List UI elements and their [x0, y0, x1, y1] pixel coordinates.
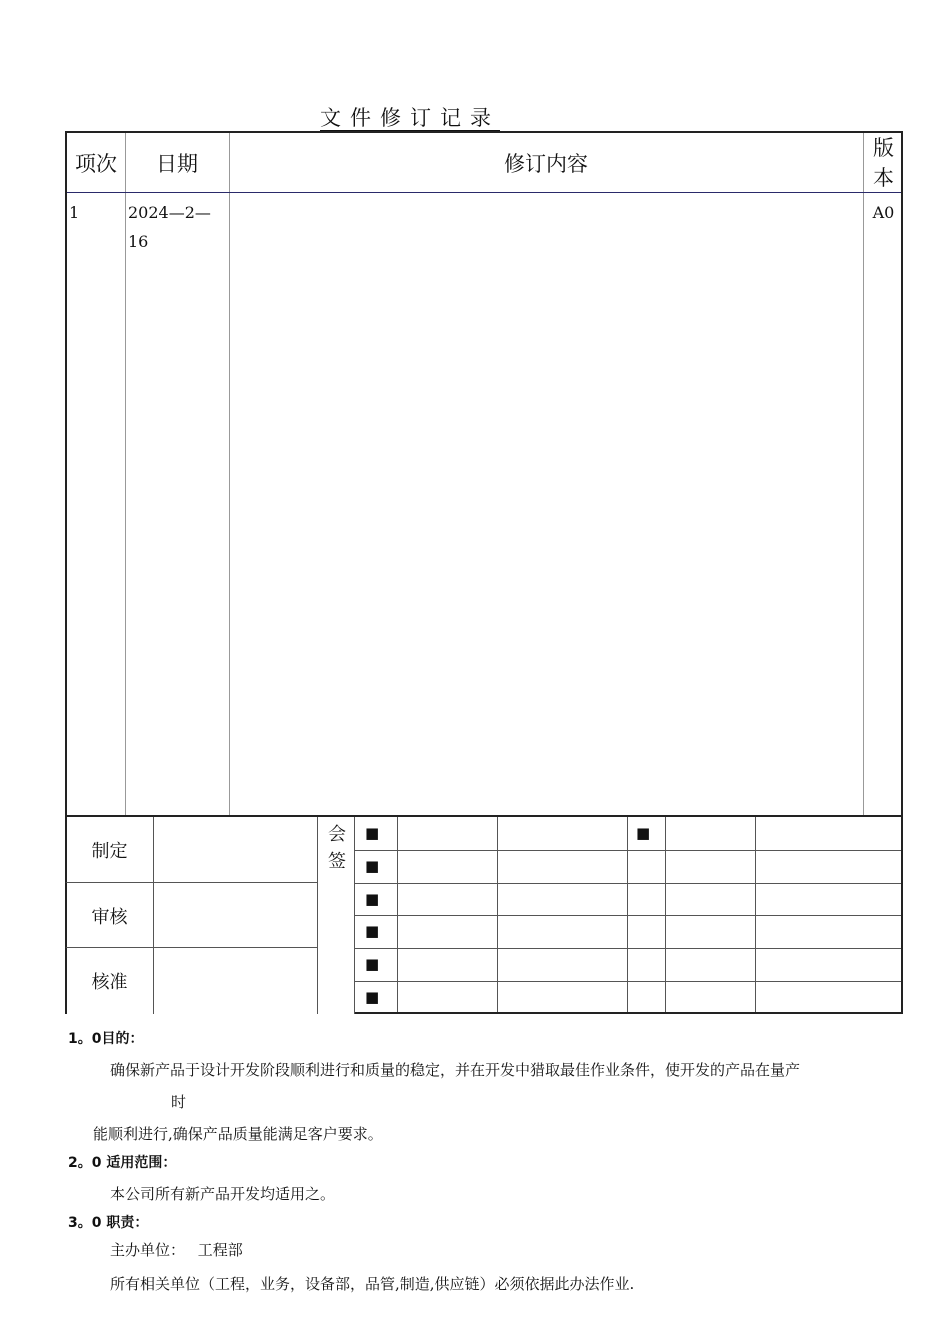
grid-row-divider — [355, 981, 901, 982]
row-version: A0 — [872, 203, 895, 222]
section-1-line1b: 时 — [171, 1093, 187, 1111]
header-version — [864, 133, 903, 192]
grid-row-divider — [355, 915, 901, 916]
square-mark-icon: ■ — [636, 824, 651, 842]
row-item: 1 — [69, 203, 80, 222]
grid-row-divider — [355, 850, 901, 851]
section-3-heading: 3。0 职责： — [68, 1215, 149, 1231]
header-version-line1: 版 — [873, 136, 894, 160]
square-mark-icon: ■ — [365, 955, 380, 973]
document-title: 文件修订记录 — [320, 106, 500, 130]
row-date-line2: 16 — [128, 232, 149, 251]
signoff-cell — [154, 817, 318, 883]
square-mark-icon: ■ — [365, 922, 380, 940]
column-divider — [863, 133, 864, 815]
header-date: 日期 — [156, 151, 198, 176]
header-version-line2: 本 — [873, 166, 894, 190]
signoff-table — [65, 817, 903, 1015]
countersign-label — [327, 821, 347, 875]
section-3-line1 — [110, 1239, 243, 1260]
section-2-line1: 本公司所有新产品开发均适用之。 — [110, 1185, 336, 1203]
signoff-cell — [154, 883, 318, 948]
signoff-cell — [154, 948, 318, 1014]
header-divider — [67, 192, 901, 193]
label-reviewed: 审核 — [91, 906, 128, 928]
section-3-line2: 所有相关单位（工程，业务，设备部，品管,制造,供应链）必须依据此办法作业. — [110, 1275, 635, 1293]
host-unit-value: 工程部 — [197, 1241, 243, 1259]
column-divider — [229, 133, 230, 815]
section-1-line2: 能顺利进行,确保产品质量能满足客户要求。 — [93, 1125, 383, 1143]
square-mark-icon: ■ — [365, 857, 380, 875]
square-mark-icon: ■ — [365, 824, 380, 842]
header-content: 修订内容 — [504, 151, 588, 176]
grid-row-divider — [355, 948, 901, 949]
countersign-line2: 签 — [328, 851, 346, 872]
countersign-grid — [355, 817, 903, 1014]
grid-row-divider — [355, 883, 901, 884]
section-1-heading: 1。0目的： — [68, 1031, 144, 1047]
square-mark-icon: ■ — [365, 988, 380, 1006]
section-2-heading: 2。0 适用范围： — [68, 1155, 177, 1171]
host-unit-label: 主办单位： — [110, 1241, 186, 1259]
row-date-line1: 2024—2— — [128, 203, 211, 222]
row-date — [128, 198, 211, 256]
column-divider — [125, 133, 126, 815]
countersign-line1: 会 — [328, 824, 346, 845]
header-item: 项次 — [75, 151, 117, 176]
label-prepared: 制定 — [91, 841, 128, 862]
label-approved: 核准 — [91, 972, 128, 993]
square-mark-icon: ■ — [365, 890, 380, 908]
revision-table — [65, 131, 903, 817]
section-1-line1: 确保新产品于设计开发阶段顺利进行和质量的稳定，并在开发中猎取最佳作业条件，使开发的产品在量产 — [110, 1061, 801, 1079]
